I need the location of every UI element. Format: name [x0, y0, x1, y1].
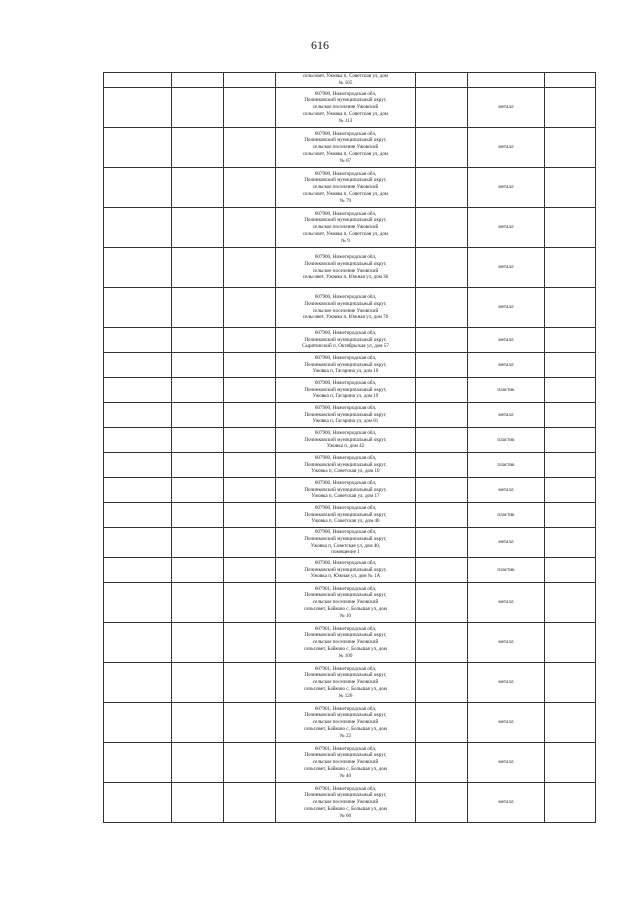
table-row: [104, 503, 596, 528]
cell-col-5: [416, 208, 468, 248]
cell-col-3: [224, 353, 276, 378]
table-row: [104, 288, 596, 328]
table-row: [104, 168, 596, 208]
cell-address: 607900, Нижегородская обл, Починковский муниципальный округ, сельское поселение Ужовский сельсовет, Ужовка п, Советская ул, дом № 9: [276, 208, 416, 248]
cell-col-1: [104, 73, 172, 88]
cell-material: металл: [468, 288, 545, 328]
table-row: [104, 88, 596, 128]
cell-col-7: [545, 208, 596, 248]
cell-material: металл: [468, 248, 545, 288]
cell-col-5: [416, 378, 468, 403]
cell-col-3: [224, 128, 276, 168]
cell-col-7: [545, 703, 596, 743]
table-row: [104, 248, 596, 288]
cell-col-3: [224, 558, 276, 583]
cell-col-3: [224, 703, 276, 743]
table-row: [104, 528, 596, 558]
cell-col-5: [416, 73, 468, 88]
cell-address: 607901, Нижегородская обл, Починковский муниципальный округ, сельское поселение Ужовский сельсовет, Байково с, Большая ул, дом № 22: [276, 703, 416, 743]
cell-col-5: [416, 453, 468, 478]
cell-material: металл: [468, 478, 545, 503]
cell-col-2: [172, 128, 224, 168]
cell-col-1: [104, 403, 172, 428]
cell-col-2: [172, 503, 224, 528]
table-row: [104, 663, 596, 703]
cell-col-3: [224, 453, 276, 478]
cell-col-2: [172, 88, 224, 128]
cell-col-3: [224, 583, 276, 623]
cell-col-2: [172, 743, 224, 783]
table-row: [104, 328, 596, 353]
cell-col-1: [104, 453, 172, 478]
cell-col-3: [224, 88, 276, 128]
cell-material: металл: [468, 403, 545, 428]
table-row: [104, 128, 596, 168]
cell-address: 607900, Нижегородская обл, Починковский муниципальный округ, Ужовка п, Советская ул, дом 40, помещение 1: [276, 528, 416, 558]
cell-col-3: [224, 288, 276, 328]
cell-address: 607900, Нижегородская обл, Починковский муниципальный округ, сельское поселение Ужовский сельсовет, Ужовка п, Советская ул, дом № 113: [276, 88, 416, 128]
table-row: [104, 623, 596, 663]
cell-col-2: [172, 403, 224, 428]
cell-col-2: [172, 478, 224, 503]
cell-col-5: [416, 783, 468, 823]
cell-col-1: [104, 623, 172, 663]
cell-col-1: [104, 128, 172, 168]
cell-address: 607900, Нижегородская обл, Починковский муниципальный округ, сельское поселение Ужовский сельсовет, Ужовка п, Южная ул, дом 76: [276, 288, 416, 328]
cell-col-5: [416, 528, 468, 558]
cell-material: металл: [468, 88, 545, 128]
cell-col-3: [224, 478, 276, 503]
cell-col-7: [545, 783, 596, 823]
cell-col-1: [104, 208, 172, 248]
cell-col-3: [224, 503, 276, 528]
cell-col-3: [224, 378, 276, 403]
cell-col-1: [104, 378, 172, 403]
cell-col-3: [224, 328, 276, 353]
cell-address: 607900, Нижегородская обл, Починковский муниципальный округ, Ужовка п, Гагарина ул, дом 10: [276, 353, 416, 378]
cell-material: металл: [468, 783, 545, 823]
cell-material: металл: [468, 528, 545, 558]
cell-col-1: [104, 478, 172, 503]
cell-col-7: [545, 248, 596, 288]
cell-col-3: [224, 743, 276, 783]
cell-address: 607900, Нижегородская обл, Починковский муниципальный округ, Ужовка п, Южная ул, дом № 1А: [276, 558, 416, 583]
cell-col-1: [104, 353, 172, 378]
cell-col-2: [172, 378, 224, 403]
cell-col-5: [416, 353, 468, 378]
cell-col-3: [224, 73, 276, 88]
cell-col-1: [104, 528, 172, 558]
cell-col-7: [545, 503, 596, 528]
cell-col-7: [545, 558, 596, 583]
cell-col-7: [545, 328, 596, 353]
cell-col-3: [224, 403, 276, 428]
cell-col-2: [172, 428, 224, 453]
cell-address: 607900, Нижегородская обл, Починковский муниципальный округ, Ужовка п, Советская ул, дом 17: [276, 478, 416, 503]
cell-material: [468, 73, 545, 88]
cell-col-2: [172, 558, 224, 583]
table-row: [104, 428, 596, 453]
table-row: [104, 353, 596, 378]
cell-col-3: [224, 168, 276, 208]
table-row: [104, 453, 596, 478]
cell-address: 607900, Нижегородская обл, Починковский муниципальный округ, Ужовка п, Советская ул, дом 40: [276, 503, 416, 528]
cell-col-7: [545, 428, 596, 453]
cell-col-5: [416, 583, 468, 623]
cell-col-7: [545, 583, 596, 623]
cell-col-1: [104, 288, 172, 328]
cell-col-2: [172, 73, 224, 88]
cell-material: пластик: [468, 378, 545, 403]
cell-col-2: [172, 168, 224, 208]
cell-material: металл: [468, 128, 545, 168]
cell-col-1: [104, 503, 172, 528]
cell-col-5: [416, 328, 468, 353]
cell-col-5: [416, 88, 468, 128]
cell-material: пластик: [468, 428, 545, 453]
cell-material: металл: [468, 583, 545, 623]
cell-col-1: [104, 743, 172, 783]
cell-col-5: [416, 128, 468, 168]
cell-material: металл: [468, 663, 545, 703]
registry-table: [103, 72, 596, 823]
cell-col-7: [545, 168, 596, 208]
table-row: [104, 378, 596, 403]
cell-material: металл: [468, 168, 545, 208]
cell-address: 607901, Нижегородская обл, Починковский муниципальный округ, сельское поселение Ужовский сельсовет, Байково с, Большая ул, дом № 100: [276, 623, 416, 663]
cell-col-1: [104, 88, 172, 128]
cell-col-2: [172, 328, 224, 353]
cell-col-2: [172, 583, 224, 623]
cell-material: металл: [468, 353, 545, 378]
table-row: [104, 478, 596, 503]
cell-address: 607900, Нижегородская обл, Починковский муниципальный округ, Сырятинский п, Октябрьская ул, дом 57: [276, 328, 416, 353]
cell-col-5: [416, 288, 468, 328]
cell-col-2: [172, 208, 224, 248]
cell-col-5: [416, 168, 468, 208]
cell-col-1: [104, 428, 172, 453]
cell-address: 607901, Нижегородская обл, Починковский муниципальный округ, сельское поселение Ужовский сельсовет, Байково с, Большая ул, дом № 10: [276, 583, 416, 623]
cell-col-2: [172, 528, 224, 558]
cell-col-5: [416, 663, 468, 703]
cell-col-2: [172, 248, 224, 288]
cell-col-5: [416, 623, 468, 663]
cell-col-3: [224, 528, 276, 558]
cell-col-1: [104, 328, 172, 353]
table-row: [104, 703, 596, 743]
table-row: [104, 208, 596, 248]
cell-address: 607900, Нижегородская обл, Починковский муниципальный округ, Ужовка п, Гагарина ул, дом 81: [276, 403, 416, 428]
cell-col-7: [545, 453, 596, 478]
page-number: 616: [311, 38, 329, 52]
cell-col-5: [416, 703, 468, 743]
cell-col-1: [104, 663, 172, 703]
table-row: [104, 558, 596, 583]
cell-col-3: [224, 248, 276, 288]
cell-col-3: [224, 663, 276, 703]
cell-material: металл: [468, 623, 545, 663]
cell-col-7: [545, 378, 596, 403]
cell-col-7: [545, 288, 596, 328]
cell-col-5: [416, 248, 468, 288]
cell-material: пластик: [468, 503, 545, 528]
cell-col-3: [224, 783, 276, 823]
cell-col-3: [224, 623, 276, 663]
cell-material: пластик: [468, 453, 545, 478]
cell-col-1: [104, 558, 172, 583]
cell-address: 607900, Нижегородская обл, Починковский муниципальный округ, сельское поселение Ужовский сельсовет, Ужовка п, Советская ул, дом № 79: [276, 168, 416, 208]
cell-material: пластик: [468, 558, 545, 583]
cell-col-7: [545, 73, 596, 88]
cell-col-1: [104, 168, 172, 208]
cell-col-2: [172, 783, 224, 823]
cell-address: 607900, Нижегородская обл, Починковский муниципальный округ, сельское поселение Ужовский сельсовет, Ужовка п, Советская ул, дом № 67: [276, 128, 416, 168]
cell-col-1: [104, 703, 172, 743]
cell-address: 607900, Нижегородская обл, Починковский муниципальный округ, сельское поселение Ужовский сельсовет, Ужовка п, Южная ул, дом 36: [276, 248, 416, 288]
cell-col-7: [545, 478, 596, 503]
cell-col-1: [104, 583, 172, 623]
table-row: [104, 583, 596, 623]
cell-col-1: [104, 783, 172, 823]
cell-col-7: [545, 528, 596, 558]
cell-col-7: [545, 623, 596, 663]
cell-col-1: [104, 248, 172, 288]
cell-col-2: [172, 663, 224, 703]
cell-col-5: [416, 428, 468, 453]
cell-material: металл: [468, 328, 545, 353]
cell-col-5: [416, 403, 468, 428]
cell-address: сельсовет, Ужовка п, Советская ул, дом № 105: [276, 73, 416, 88]
cell-col-5: [416, 503, 468, 528]
cell-col-5: [416, 478, 468, 503]
cell-col-2: [172, 353, 224, 378]
table-row: [104, 73, 596, 88]
cell-col-2: [172, 703, 224, 743]
cell-col-3: [224, 428, 276, 453]
cell-material: металл: [468, 208, 545, 248]
table-row: [104, 403, 596, 428]
cell-col-2: [172, 623, 224, 663]
cell-col-2: [172, 288, 224, 328]
cell-address: 607900, Нижегородская обл, Починковский муниципальный округ, Ужовка п, Советская ул, дом 10: [276, 453, 416, 478]
cell-address: 607901, Нижегородская обл, Починковский муниципальный округ, сельское поселение Ужовский сельсовет, Байково с, Большая ул, дом № 40: [276, 743, 416, 783]
cell-col-5: [416, 558, 468, 583]
cell-address: 607901, Нижегородская обл, Починковский муниципальный округ, сельское поселение Ужовский сельсовет, Байково с, Большая ул, дом № 60: [276, 783, 416, 823]
cell-col-2: [172, 453, 224, 478]
cell-col-7: [545, 88, 596, 128]
table-row: [104, 743, 596, 783]
cell-address: 607900, Нижегородская обл, Починковский муниципальный округ, Ужовка п, Гагарина ул, дом 19: [276, 378, 416, 403]
table-body: [104, 73, 596, 823]
cell-col-7: [545, 743, 596, 783]
table-row: [104, 783, 596, 823]
cell-col-7: [545, 663, 596, 703]
cell-address: 607901, Нижегородская обл, Починковский муниципальный округ, сельское поселение Ужовский сельсовет, Байково с, Большая ул, дом № 126: [276, 663, 416, 703]
cell-col-7: [545, 128, 596, 168]
cell-col-5: [416, 743, 468, 783]
cell-address: 607900, Нижегородская обл, Починковский муниципальный округ, Ужовка п, дом 42: [276, 428, 416, 453]
cell-col-3: [224, 208, 276, 248]
cell-col-7: [545, 353, 596, 378]
cell-col-7: [545, 403, 596, 428]
cell-material: металл: [468, 743, 545, 783]
cell-material: металл: [468, 703, 545, 743]
